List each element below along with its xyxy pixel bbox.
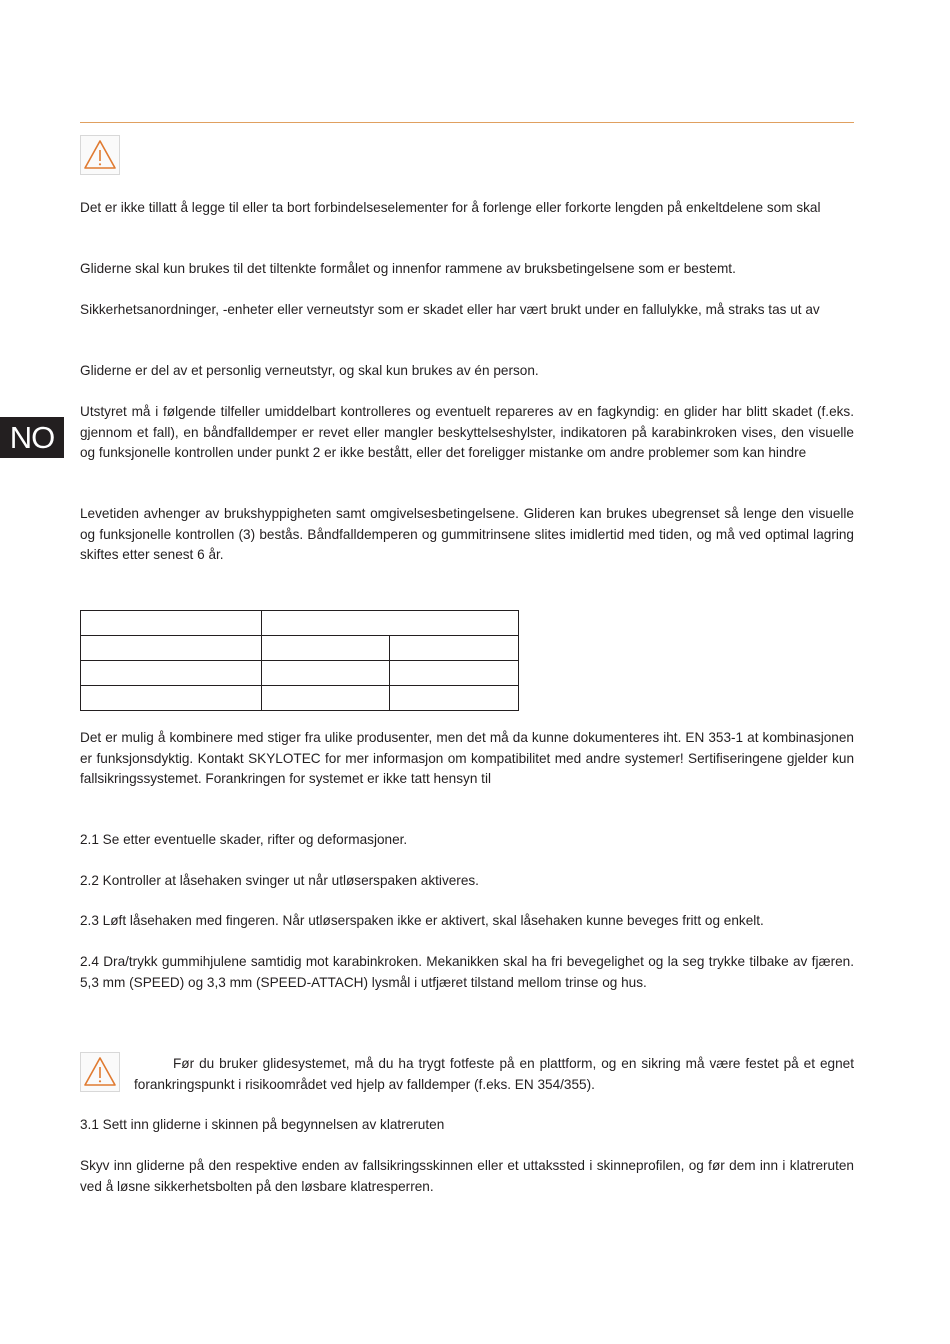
table-cell bbox=[390, 686, 519, 711]
paragraph-connection-elements: Det er ikke tillatt å legge til eller ta bort forbindelseselementer for å forlenge eller forkorte lengden på enkeltdelene som skal bbox=[80, 200, 821, 215]
warning-box-2 bbox=[80, 1052, 120, 1092]
paragraph-insert-gliders: Skyv inn gliderne på den respektive enden av fallsikringsskinnen eller et uttakssted i skinneprofilen, og før dem inn i klatreruten ved å løsne sikkerhetsbolten på den løsbare klatresperren. bbox=[80, 1158, 854, 1194]
empty-table bbox=[80, 610, 519, 711]
table-cell bbox=[390, 636, 519, 661]
table-row bbox=[81, 661, 519, 686]
check-step-2-4: 2.4 Dra/trykk gummihjulene samtidig mot karabinkroken. Mekanikken skal ha fri bevegelighet og la seg trykke tilbake av fjæren. 5,3 mm (SPEED) og 3,3 mm (SPEED-ATTACH) lysmål i utfjæret tilstand mellom trinse og hus. bbox=[80, 954, 854, 990]
language-tab: NO bbox=[0, 417, 64, 458]
check-step-2-2: 2.2 Kontroller at låsehaken svinger ut når utløserspaken aktiveres. bbox=[80, 873, 479, 888]
check-step-2-3: 2.3 Løft låsehaken med fingeren. Når utløserspaken ikke er aktivert, skal låsehaken kunne beveges fritt og enkelt. bbox=[80, 913, 764, 928]
paragraph-intended-use: Gliderne skal kun brukes til det tiltenkte formålet og innenfor rammene av bruksbetingelsene som er bestemt. bbox=[80, 261, 736, 276]
paragraph-damaged-equipment: Sikkerhetsanordninger, -enheter eller verneutstyr som er skadet eller har vært brukt under en fallulykke, må straks tas ut av bbox=[80, 302, 820, 317]
warning-triangle-icon bbox=[81, 1053, 119, 1091]
check-step-2-1: 2.1 Se etter eventuelle skader, rifter og deformasjoner. bbox=[80, 832, 408, 847]
warning-triangle-icon bbox=[81, 136, 119, 174]
paragraph-inspection-cases: Utstyret må i følgende tilfeller umiddelbart kontrolleres og eventuelt repareres av en fagkyndig: en glider har blitt skadet (f.eks. gjennom et fall), en båndfalldemper er revet eller mangler beskyttelseshylster, indikatoren på karabinkroken vises, den visuelle og funksjonelle kontrollen under punkt 2 er ikke bestått, eller det foreligger mistanke om andre problemer som kan hindre bbox=[80, 404, 854, 460]
table-cell bbox=[81, 686, 262, 711]
warning-paragraph-safe-footing: Før du bruker glidesystemet, må du ha trygt fotfeste på en plattform, og en sikring må være festet på et egnet forankringspunkt i risikoområdet ved hjelp av falldemper (f.eks. EN 354/355). bbox=[134, 1056, 854, 1092]
table-row bbox=[81, 686, 519, 711]
table-cell bbox=[262, 661, 390, 686]
table-cell bbox=[81, 636, 262, 661]
paragraph-compatibility: Det er mulig å kombinere med stiger fra ulike produsenter, men det må da kunne dokumenteres iht. EN 353-1 at kombinasjonen er funksjonsdyktig. Kontakt SKYLOTEC for mer informasjon om kompatibilitet med andre systemer! Sertifiseringene gjelder kun fallsikringssystemet. Forankringen for systemet er ikke tatt hensyn til bbox=[80, 730, 854, 786]
warning-box-1 bbox=[80, 135, 120, 175]
header-rule bbox=[80, 122, 854, 123]
table-cell bbox=[262, 611, 519, 636]
table-cell bbox=[262, 686, 390, 711]
table-row bbox=[81, 636, 519, 661]
table-cell bbox=[262, 636, 390, 661]
table-row bbox=[81, 611, 519, 636]
step-3-1-heading: 3.1 Sett inn gliderne i skinnen på begynnelsen av klatreruten bbox=[80, 1117, 445, 1132]
paragraph-lifetime: Levetiden avhenger av brukshyppigheten samt omgivelsesbetingelsene. Glideren kan brukes ubegrenset så lenge den visuelle og funksjonelle kontrollen (3) bestås. Båndfalldemperen og gummitrinsene slites imidlertid med tiden, og må ved optimal lagring skiftes etter senest 6 år. bbox=[80, 506, 854, 562]
table-cell bbox=[81, 661, 262, 686]
paragraph-single-person: Gliderne er del av et personlig verneutstyr, og skal kun brukes av én person. bbox=[80, 363, 539, 378]
table-cell bbox=[81, 611, 262, 636]
table-cell bbox=[390, 661, 519, 686]
